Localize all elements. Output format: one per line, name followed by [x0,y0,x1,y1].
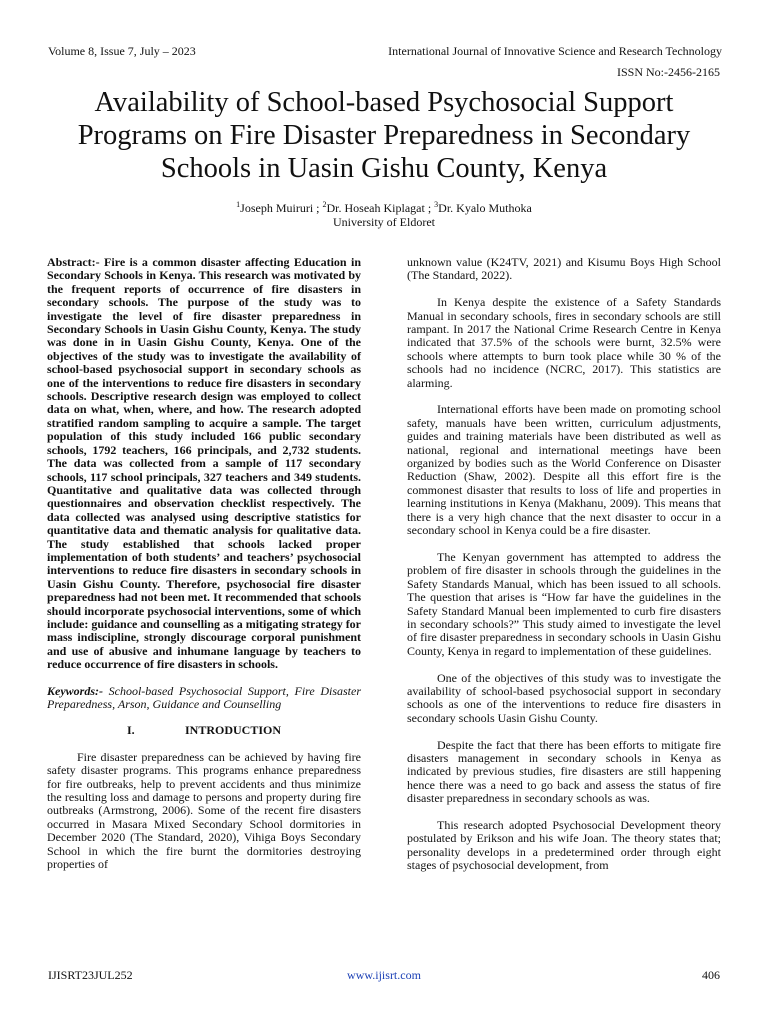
author-3: Dr. Kyalo Muthoka [438,201,532,215]
authors-block [0,198,768,229]
paragraph-mitigation: Despite the fact that there has been efforts to mitigate fire disasters management in secondary schools in Kenya as indicated by previous studies, fire disasters are still happening hence there was a need to go back and assess the status of fire disaster preparedness in secondary schools as was. [407,737,721,806]
paragraph-safety-manual: In Kenya despite the existence of a Safety Standards Manual in secondary schools, fires in secondary schools are still rampant. In 2017 the National Crime Research Centre in Kenya indicated that 37.5% of the schools were burnt, 32.5% were schools where attempts to burn took place while 30 % of the schools had no incidence (NCRC, 2017). This statistics are alarming. [407,295,721,390]
paragraph-objectives: One of the objectives of this study was to investigate the availability of school-based psychosocial support in secondary schools as one of the interventions to reduce fire disasters in secondary schools Uasin Gishu County. [407,670,721,725]
author-3-superscript: 3 [434,200,439,209]
paragraph-continued: unknown value (K24TV, 2021) and Kisumu Boys High School (The Standard, 2022). [407,255,721,283]
author-1-superscript: 1 [236,200,241,209]
page-number: 406 [702,968,720,982]
journal-name: International Journal of Innovative Science and Research Technology [388,44,722,58]
paragraph-theory: This research adopted Psychosocial Development theory postulated by Erikson and his wife Joan. The theory states that; personality develops in a predetermined order through eight stages of psychosocial development, from [407,817,721,873]
author-1: Joseph Muiruri ; [240,201,323,215]
keywords-label: Keywords:- [47,683,103,698]
abstract: Abstract:- Fire is a common disaster affecting Education in Secondary Schools in Kenya. This research was motivated by the frequent reports of occurrence of fire disasters in secondary schools. The purpose of the study was to investigate the level of fire disaster preparedness in Secondary Schools in Uasin Gishu County, Kenya. The study was done in in Uasin Gishu County, Kenya. One of the objectives of the study was to investigate the availability of school-based psychosocial support in secondary schools as one of the interventions to reduce fire disasters in secondary schools. Descriptive research design was employed to collect data on what, when, where, and how. The research adopted stratified random sampling to acquire a sample. The target population of this study included 166 public secondary schools, 1792 teachers, 166 principals, and 2,732 students. The data was collected from a sample of 117 secondary schools, 117 school principals, 327 teachers and 349 students. Quantitative and qualitative data was collected through questionnaires and observation checklist respectively. The data collected was analysed using descriptive statistics for quantitative data and thematic analysis for qualitative data. The study established that schools lacked proper implementation of both students’ and teachers’ psychosocial interventions to reduce fire disasters in secondary schools in Uasin Gishu County. Therefore, psychosocial fire disaster preparedness had not been met. It recommended that schools should incorporate psychosocial interventions, some of which include: guidance and counselling as a mitigating strategy for mass indiscipline, strongly discourage corporal punishment and use of abusive and inhumane language by teachers to reduce occurrence of fire disasters in schools. [47,255,362,672]
section-number: I. [126,723,135,738]
left-column [47,256,361,871]
right-column [407,256,721,886]
intro-paragraph: Fire disaster preparedness can be achieved by having fire safety disaster programs. This programs enhance preparedness for fire outbreaks, help to prevent accidents and thus minimize the resulting loss and damage to persons and property during fire outbreaks (Armstrong, 2006). Some of the recent fire disasters occurred in Masara Mixed Secondary School dormitories in December 2020 (The Standard, 2020), Vihiga Boys Secondary School in which the fire burnt the dormitories destroying properties of [47,749,361,872]
issn: ISSN No:-2456-2165 [616,65,720,79]
paragraph-government: The Kenyan government has attempted to address the problem of fire disaster in schools through the guidelines in the Safety Standards Manual, which has been issued to all schools. The question that arises is “How far have the guidelines in the Safety Standard Manual been implemented to curb fire disasters in secondary schools?” This study aimed to investigate the level of fire disaster preparedness in secondary schools in Uasin Gishu County, Kenya in regard to implementation of these guidelines. [407,549,721,658]
paper-title: Availability of School-based Psychosocial Support Programs on Fire Disaster Preparedness in Secondary Schools in Uasin Gishu County, Kenya [77,87,691,184]
keywords [47,685,361,712]
keywords-text: School-based Psychosocial Support, Fire Disaster Preparedness, Arson, Guidance and Counselling [47,683,361,711]
paper-code: IJISRT23JUL252 [48,968,133,982]
author-2: Dr. Hoseah Kiplagat ; [326,201,435,215]
paragraph-international-efforts: International efforts have been made on promoting school safety, manuals have been written, curriculum adjustments, guides and training materials have been distributed as well as national, regional and international meetings have been organized by bodies such as the World Conference on Disaster Reduction (Shaw, 2002). Despite all this effort fire is the commonest disaster that results to loss of life and properties in learning institutions in Kenya (Makhanu, 2009). This means that there is a very high chance that the next disaster to occur in a secondary school in Kenya could be a fire disaster. [407,402,721,538]
section-heading [47,724,361,737]
volume-issue: Volume 8, Issue 7, July – 2023 [48,44,196,58]
affiliation: University of Eldoret [333,215,435,229]
section-title: INTRODUCTION [184,723,281,738]
author-list [0,198,768,215]
author-2-superscript: 2 [322,200,327,209]
journal-url-link[interactable]: www.ijisrt.com [347,968,421,982]
